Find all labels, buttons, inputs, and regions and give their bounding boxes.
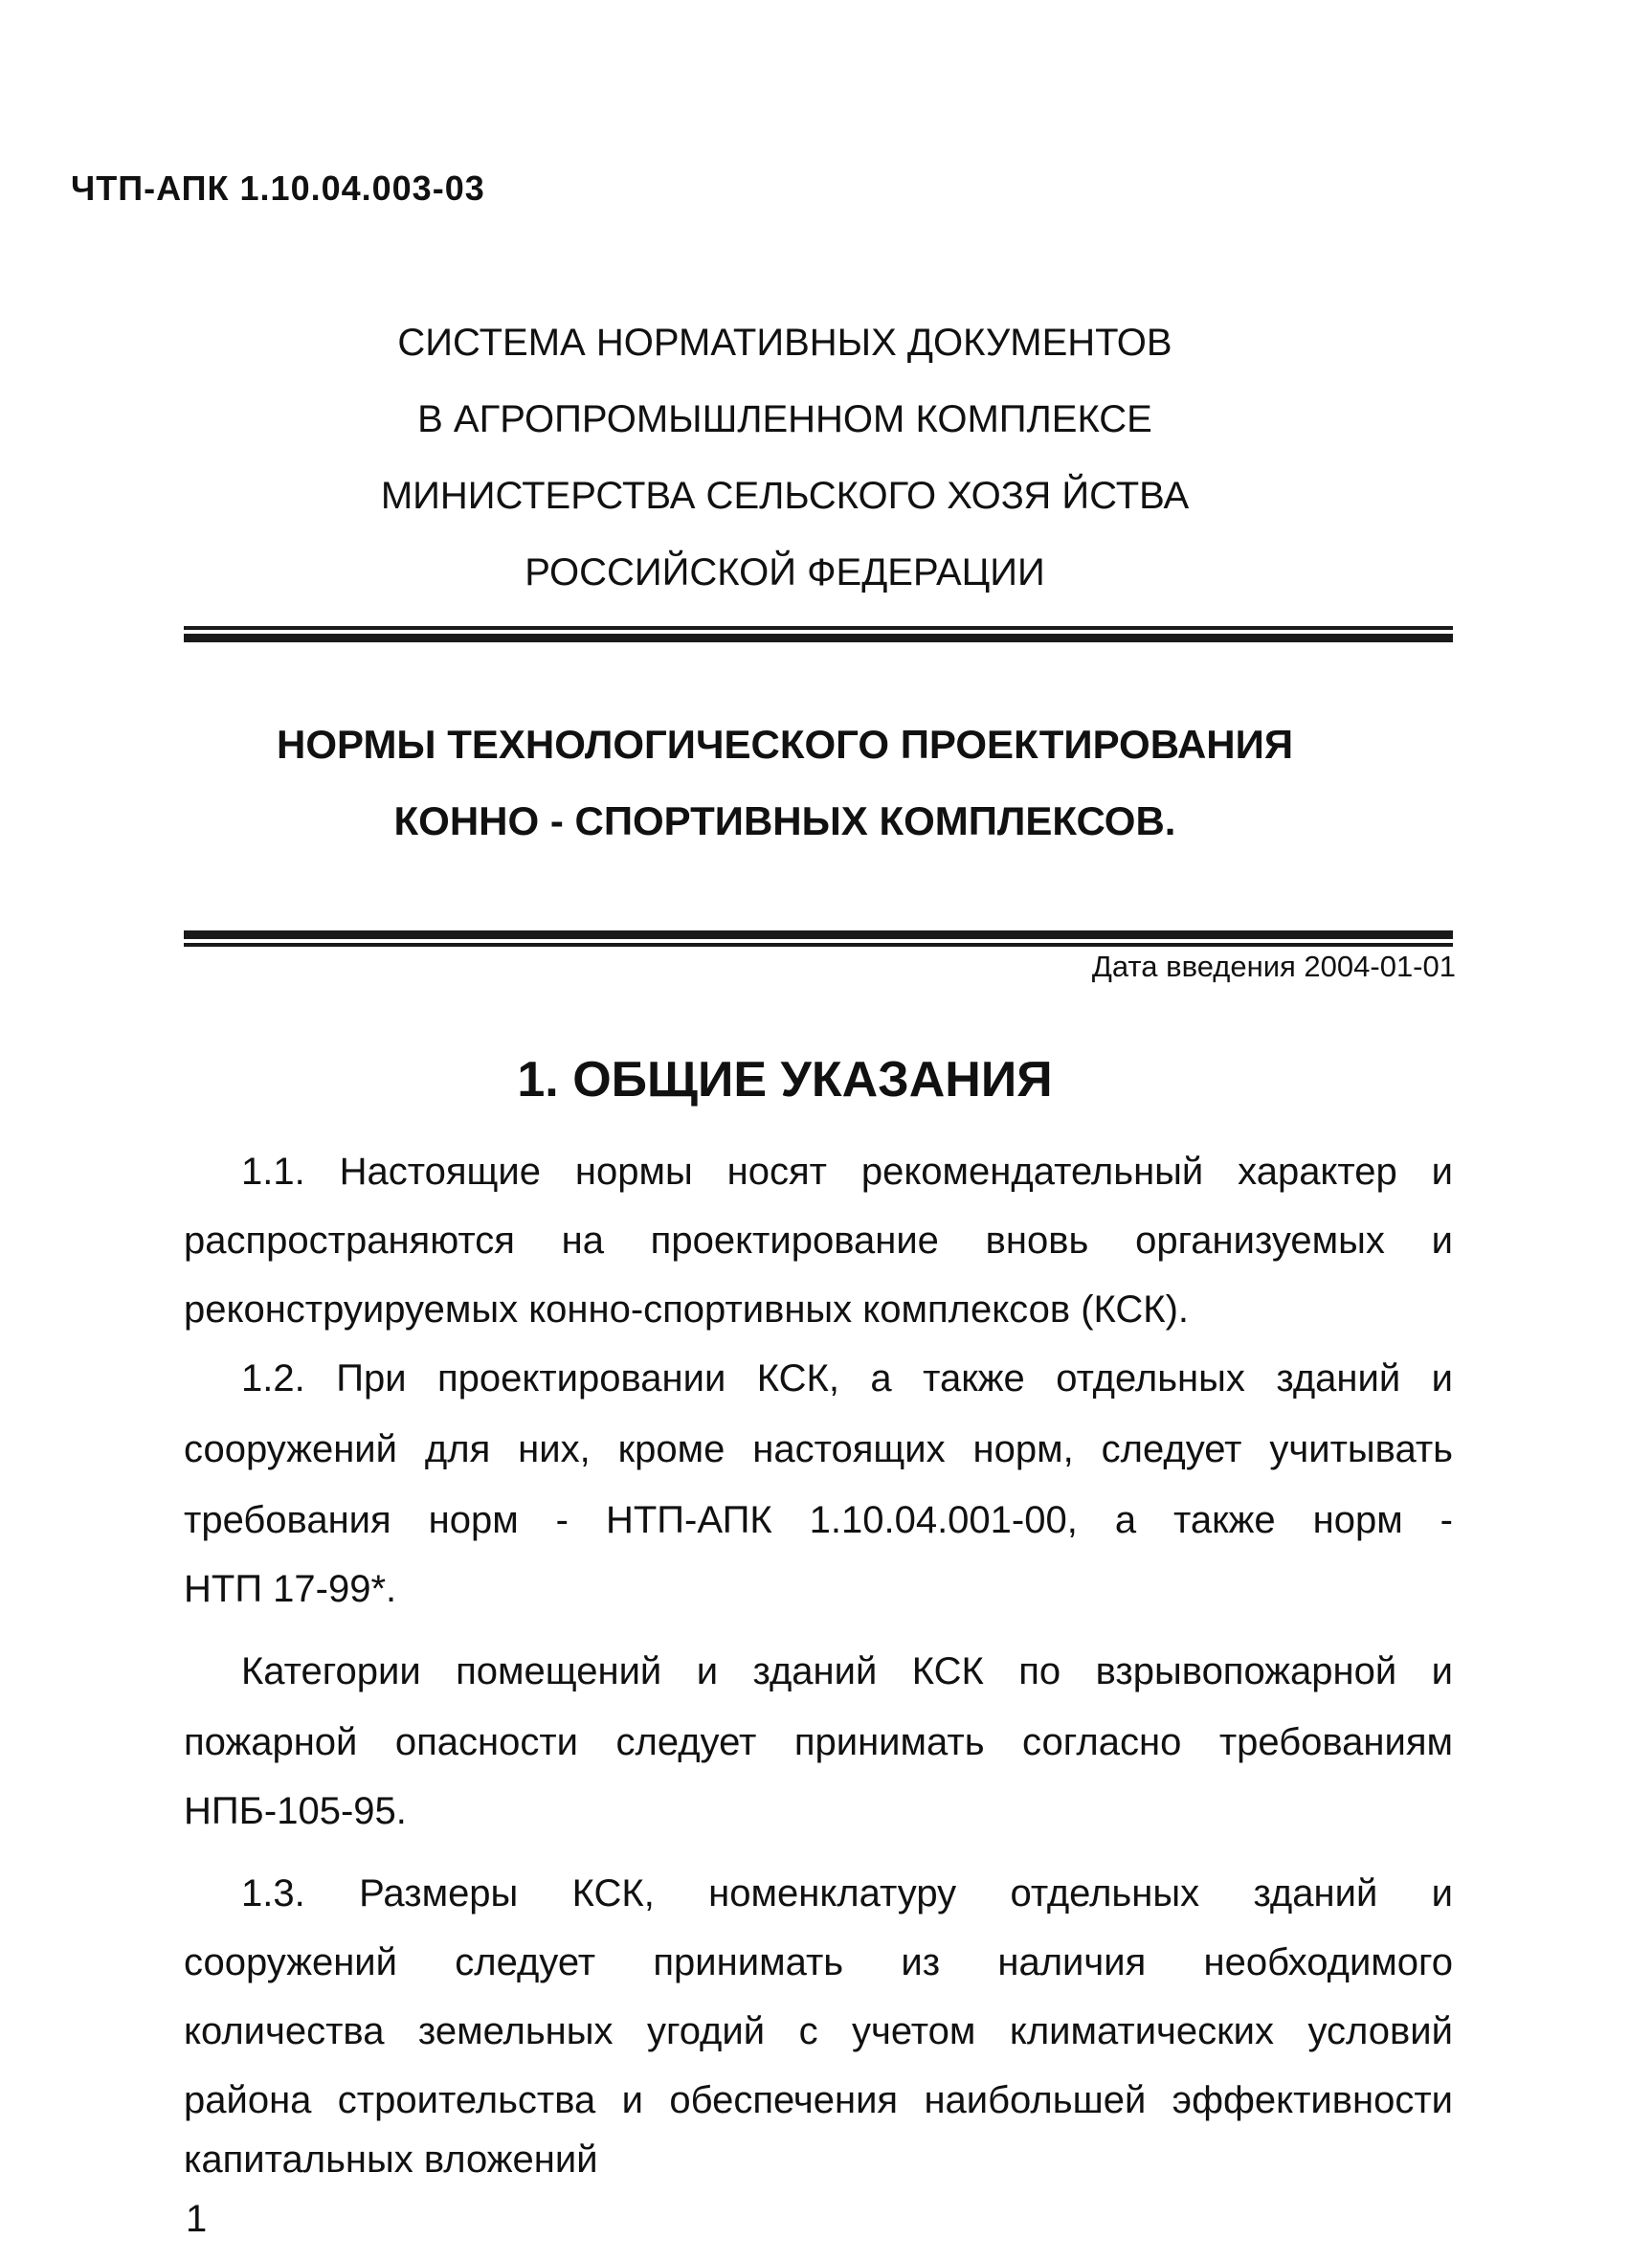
document-title	[163, 706, 1407, 860]
document-code: ЧТП-АПК 1.10.04.003-03	[71, 168, 485, 208]
document-title-line: КОННО - СПОРТИВНЫХ КОМПЛЕКСОВ.	[393, 798, 1176, 843]
body-line: 1.2. При проектировании КСК, а также отдельных зданий и	[241, 1357, 1453, 1400]
body-line: пожарной опасности следует принимать согласно требованиям	[184, 1721, 1453, 1763]
body-line: реконструируемых конно-спортивных комплексов (КСК).	[184, 1288, 1190, 1331]
body-line: НТП 17-99*.	[184, 1568, 397, 1610]
body-line: сооружений для них, кроме настоящих норм, следует учитывать	[184, 1428, 1453, 1470]
document-title-line: НОРМЫ ТЕХНОЛОГИЧЕСКОГО ПРОЕКТИРОВАНИЯ	[276, 722, 1294, 767]
body-line: распространяются на проектирование вновь организуемых и	[184, 1220, 1453, 1262]
page-number: 1	[186, 2198, 208, 2240]
section-title: 1. ОБЩИЕ УКАЗАНИЯ	[517, 1052, 1053, 1108]
system-heading	[163, 304, 1407, 611]
body-line: 1.3. Размеры КСК, номенклатуру отдельных зданий и	[241, 1872, 1453, 1915]
body-line: района строительства и обеспечения наибольшей эффективности	[184, 2079, 1453, 2121]
system-heading-line: МИНИСТЕРСТВА СЕЛЬСКОГО ХОЗЯ ЙСТВА	[380, 475, 1190, 517]
system-heading-line: РОССИЙСКОЙ ФЕДЕРАЦИИ	[525, 551, 1045, 593]
system-heading-line: СИСТЕМА НОРМАТИВНЫХ ДОКУМЕНТОВ	[397, 322, 1172, 364]
body-line: 1.1. Настоящие нормы носят рекомендательный характер и	[241, 1151, 1453, 1193]
body-line: сооружений следует принимать из наличия необходимого	[184, 1941, 1453, 1983]
system-heading-line: В АГРОПРОМЫШЛЕННОМ КОМПЛЕКСЕ	[417, 398, 1152, 440]
body-line: требования норм - НТП-АПК 1.10.04.001-00, а также норм -	[184, 1499, 1453, 1541]
body-line: Категории помещений и зданий КСК по взрывопожарной и	[241, 1650, 1453, 1692]
body-line: капитальных вложений	[184, 2139, 598, 2181]
bottom-double-rule	[184, 930, 1453, 947]
body-line: количества земельных угодий с учетом климатических условий	[184, 2010, 1453, 2052]
top-double-rule	[184, 626, 1453, 642]
body-line: НПБ-105-95.	[184, 1790, 407, 1832]
introduction-date: Дата введения 2004-01-01	[1091, 950, 1456, 983]
